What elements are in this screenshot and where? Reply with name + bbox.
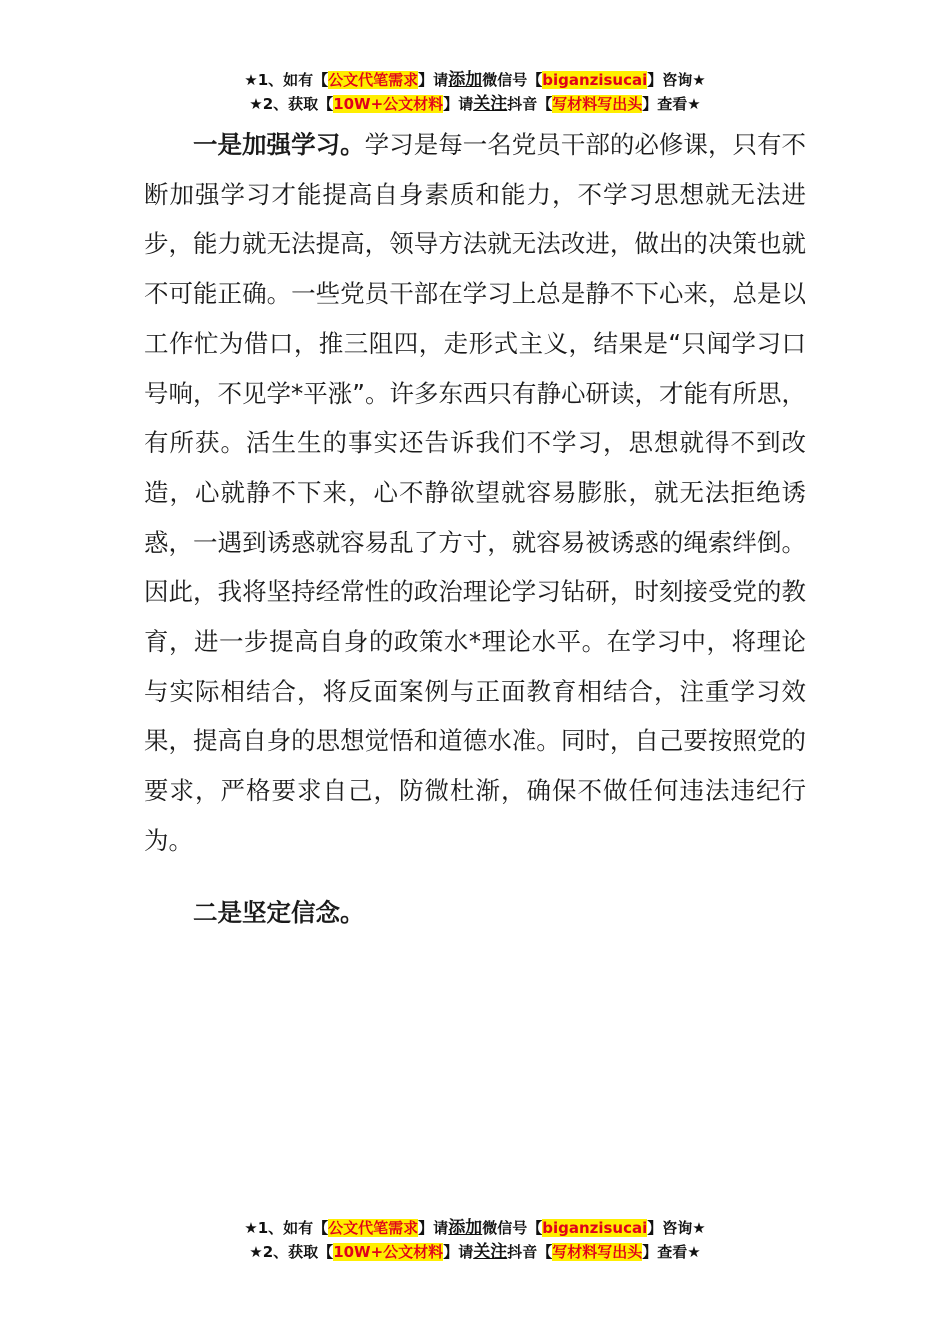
- offer-highlight: 10W+公文材料: [333, 95, 444, 113]
- header-banner: [0, 68, 950, 116]
- section-1-body: 学习是每一名党员干部的必修课，只有不断加强学习才能提高自身素质和能力，不学习思想就无法进步，能力就无法提高，领导方法就无法改进，做出的决策也就不可能正确。一些党员干部在学习上总是静不下心来，总是以工作忙为借口，推三阻四，走形式主义，结果是“只闻学习口号响，不见学*平涨”。许多东西只有静心研读，才能有所思，有所获。活生生的事实还告诉我们不学习，思想就得不到改造，心就静不下来，心不静欲望就容易膨胀，就无法拒绝诱惑，一遇到诱惑就容易乱了方寸，就容易被诱惑的绳索绊倒。因此，我将坚持经常性的政治理论学习钻研，时刻接受党的教育，进一步提高自身的政策水*理论水平。在学习中，将理论与实际相结合，将反面案例与正面教育相结合，注重学习效果，提高自身的思想觉悟和道德水准。同时，自己要按照党的要求，严格要求自己，防微杜渐，确保不做任何违法违纪行为。: [144, 130, 807, 855]
- service-highlight: 公文代笔需求: [328, 71, 419, 89]
- footer-banner: [0, 1216, 950, 1264]
- banner-line-1: ★1、如有【公文代笔需求】请添加微信号【biganzisucai】咨询★: [244, 70, 706, 90]
- banner-line-1: ★1、如有【公文代笔需求】请添加微信号【biganzisucai】咨询★: [244, 1218, 706, 1238]
- section-1-heading: 一是加强学习。: [193, 130, 365, 159]
- douyin-account-highlight: 写材料写出头: [552, 1243, 643, 1261]
- star-icon: ★: [249, 95, 263, 113]
- star-icon: ★: [687, 1243, 701, 1261]
- star-icon: ★: [692, 1219, 706, 1237]
- star-icon: ★: [687, 95, 701, 113]
- star-icon: ★: [244, 71, 258, 89]
- star-icon: ★: [244, 1219, 258, 1237]
- offer-highlight: 10W+公文材料: [333, 1243, 444, 1261]
- douyin-account-highlight: 写材料写出头: [552, 95, 643, 113]
- section-1-paragraph: [144, 120, 806, 866]
- banner-line-2: ★2、获取【10W+公文材料】请关注抖音【写材料写出头】查看★: [249, 94, 701, 114]
- wechat-id-highlight: biganzisucai: [542, 1219, 648, 1237]
- star-icon: ★: [692, 71, 706, 89]
- wechat-id-highlight: biganzisucai: [542, 71, 648, 89]
- section-2-heading: 二是坚定信念。: [193, 898, 365, 927]
- star-icon: ★: [249, 1243, 263, 1261]
- banner-line-2: ★2、获取【10W+公文材料】请关注抖音【写材料写出头】查看★: [249, 1242, 701, 1262]
- service-highlight: 公文代笔需求: [328, 1219, 419, 1237]
